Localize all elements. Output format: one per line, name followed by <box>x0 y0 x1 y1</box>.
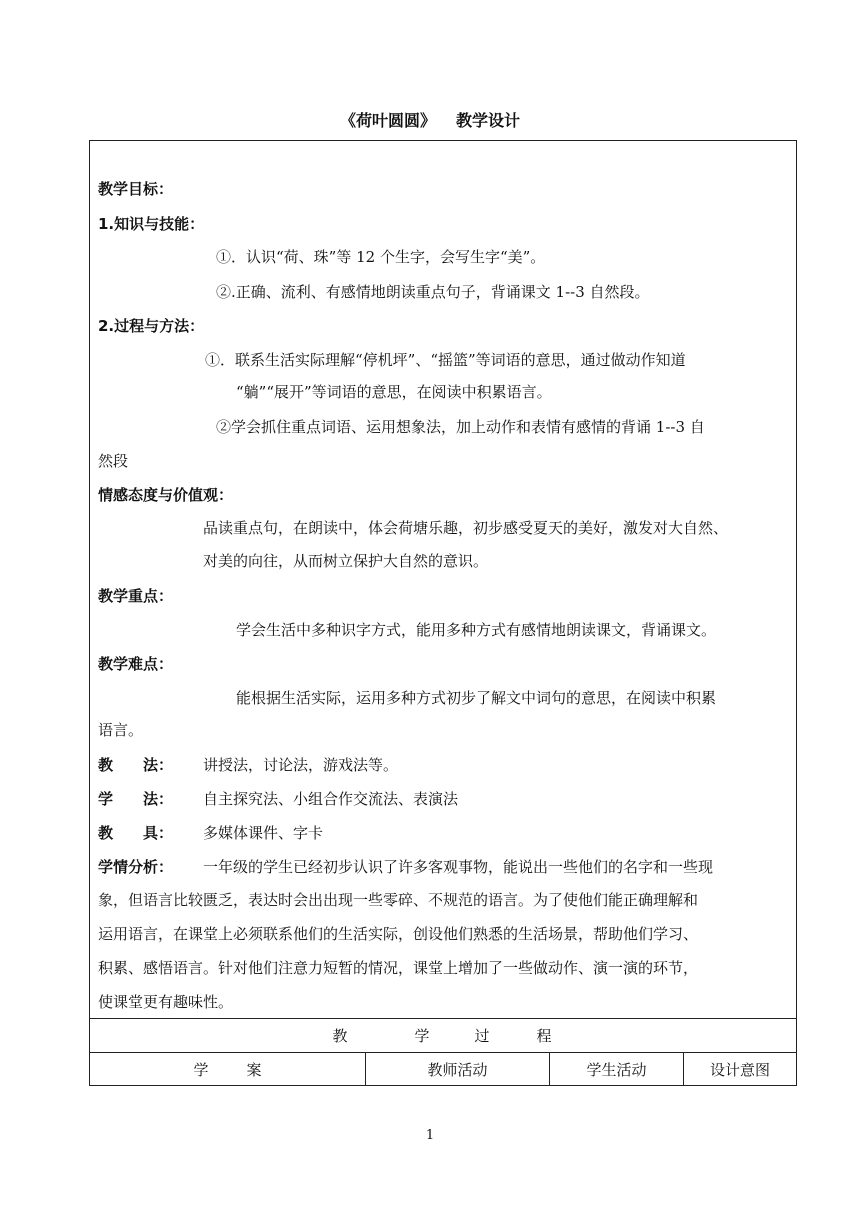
page-number: 1 <box>425 1128 435 1143</box>
process-header-char: 学 <box>414 1027 430 1045</box>
column-header-plan: 学 案 <box>193 1061 262 1079</box>
process-item-1-line-2: “躺”“展开”等词语的意思，在阅读中积累语言。 <box>236 383 552 401</box>
column-header-teacher-activity: 教师活动 <box>427 1061 488 1079</box>
process-item-2-line-1: ②学会抓住重点词语、运用想象法，加上动作和表情有感情的背诵 1--3 自 <box>216 418 705 436</box>
column-header-student-activity: 学生活动 <box>586 1061 647 1079</box>
analysis-line-3: 运用语言，在课堂上必须联系他们的生活实际，创设他们熟悉的生活场景，帮助他们学习、 <box>98 925 699 943</box>
title-lesson-name: 《荷叶圆圆》 <box>339 111 436 130</box>
knowledge-heading: 1.知识与技能： <box>98 215 205 233</box>
teaching-method-label: 教 法： <box>98 756 174 774</box>
process-item-2-line-2: 然段 <box>98 452 129 470</box>
process-header-char: 教 <box>332 1027 348 1045</box>
difficulties-line-2: 语言。 <box>98 721 144 739</box>
analysis-line-4: 积累、感悟语言。针对他们注意力短暂的情况，课堂上增加了一些做动作、演一演的环节， <box>98 959 699 977</box>
process-item-1-line-1: ①．联系生活实际理解“停机坪”、“摇篮”等词语的意思，通过做动作知道 <box>205 351 686 369</box>
table-divider <box>89 1052 797 1053</box>
teaching-method-value: 讲授法，讨论法，游戏法等。 <box>203 756 399 774</box>
difficulties-line-1: 能根据生活实际，运用多种方式初步了解文中词句的意思，在阅读中积累 <box>236 689 717 707</box>
learning-method-label: 学 法： <box>98 790 174 808</box>
objectives-heading: 教学目标： <box>98 180 174 198</box>
key-points-heading: 教学重点： <box>98 587 174 605</box>
table-divider <box>89 1018 797 1019</box>
difficulties-heading: 教学难点： <box>98 655 174 673</box>
column-header-design-intent: 设计意图 <box>709 1061 770 1079</box>
tools-label: 教 具： <box>98 824 174 842</box>
learning-method-value: 自主探究法、小组合作交流法、表演法 <box>203 790 459 808</box>
tools-value: 多媒体课件、字卡 <box>203 824 324 842</box>
key-points-text: 学会生活中多种识字方式，能用多种方式有感情地朗读课文，背诵课文。 <box>236 621 717 639</box>
knowledge-item-2: ②.正确、流利、有感情地朗读重点句子，背诵课文 1--3 自然段。 <box>216 283 650 301</box>
title-subtitle: 教学设计 <box>456 111 521 130</box>
process-header-char: 过 <box>474 1027 490 1045</box>
document-title <box>0 108 860 131</box>
analysis-heading: 学情分析： <box>98 858 174 876</box>
emotion-line-1: 品读重点句，在朗读中，体会荷塘乐趣，初步感受夏天的美好，激发对大自然、 <box>203 519 729 537</box>
emotion-line-2: 对美的向往，从而树立保护大自然的意识。 <box>203 552 489 570</box>
knowledge-item-1: ①．认识“荷、珠”等 12 个生字，会写生字“美”。 <box>216 248 546 266</box>
analysis-line-5: 使课堂更有趣味性。 <box>98 993 234 1011</box>
process-heading: 2.过程与方法： <box>98 317 205 335</box>
process-header-char: 程 <box>536 1027 552 1045</box>
emotion-heading: 情感态度与价值观： <box>98 486 234 504</box>
analysis-line-2: 象，但语言比较匮乏，表达时会出出现一些零碎、不规范的语言。为了使他们能正确理解和 <box>98 891 699 909</box>
analysis-line-1: 一年级的学生已经初步认识了许多客观事物，能说出一些他们的名字和一些现 <box>203 858 714 876</box>
